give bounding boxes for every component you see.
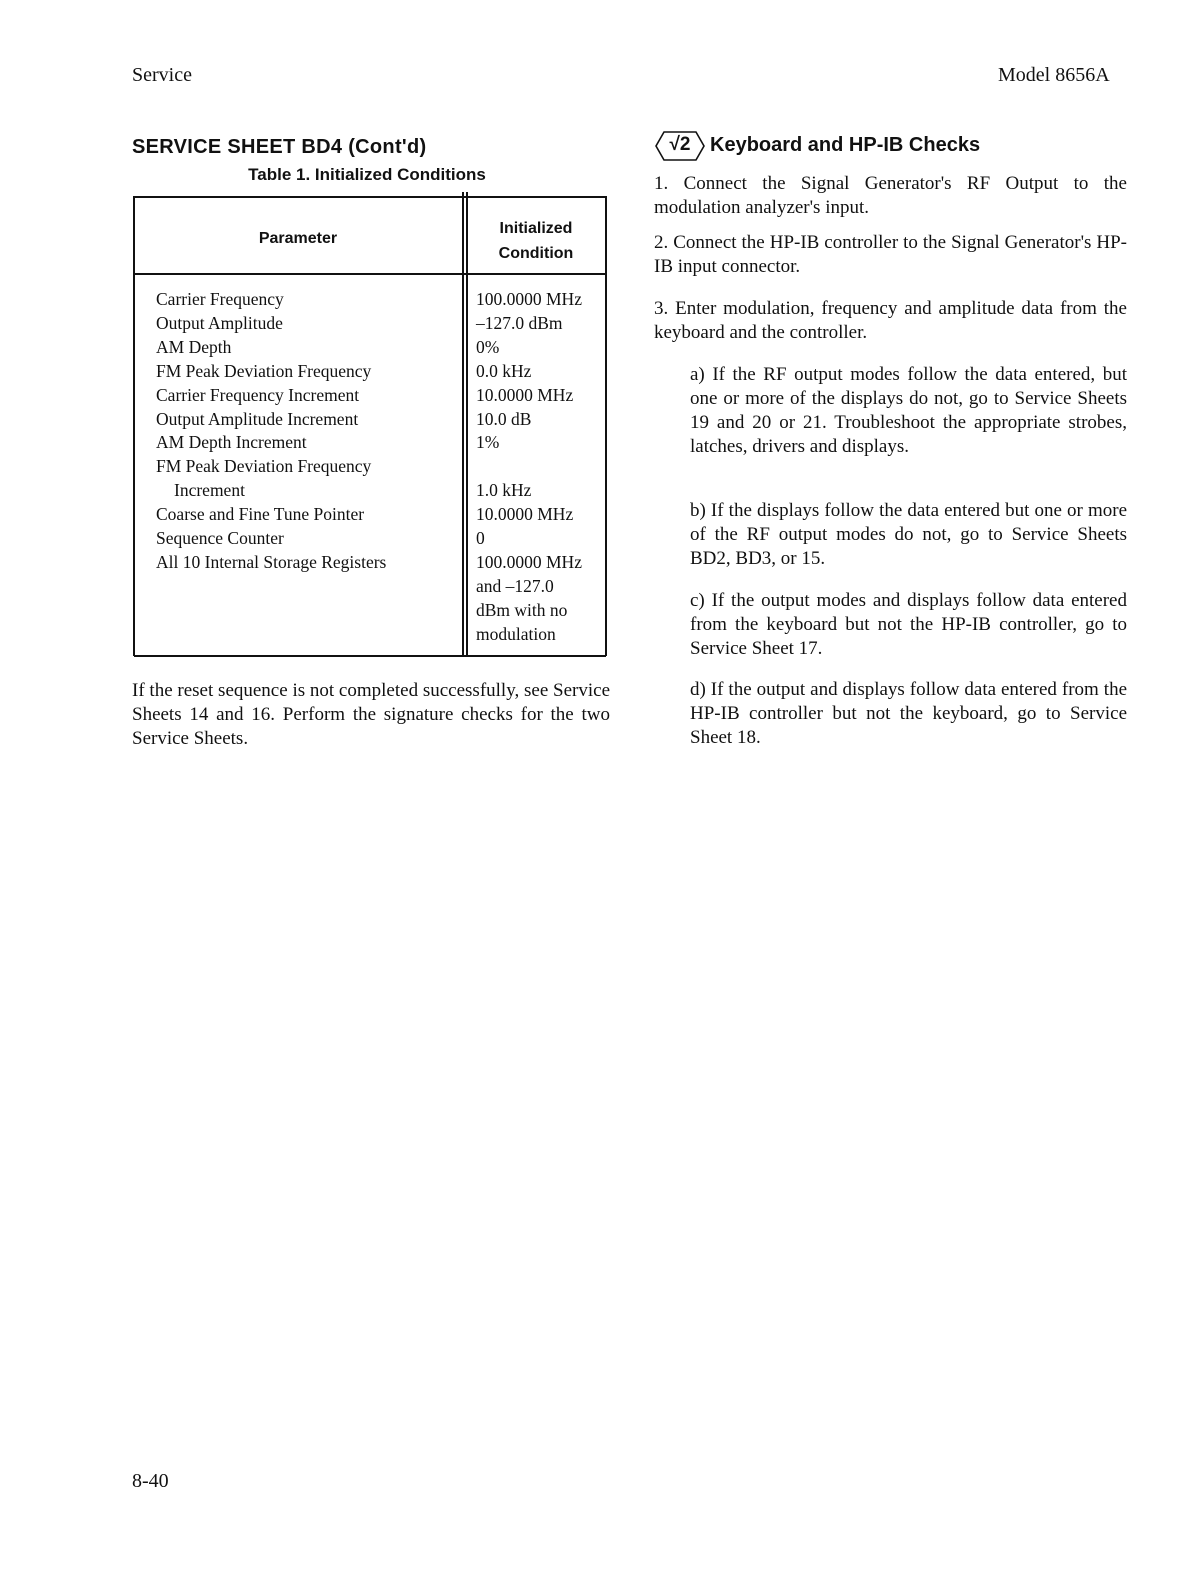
column-header-condition-line2: Condition (498, 245, 574, 262)
parameter-cell: Sequence Counter (156, 528, 284, 549)
condition-cell: 100.0000 MHz (476, 289, 582, 309)
condition-list (476, 288, 606, 647)
badge-label: √2 (669, 134, 691, 155)
sub-step-c: c) If the output modes and displays follow data entered from the keyboard but not the HP-IB controller, go to Service Sheet 17. (690, 590, 1127, 659)
parameter-cell: FM Peak Deviation Frequency (156, 456, 372, 477)
sub-step-b: b) If the displays follow the data entered but one or more of the RF output modes do not, go to Service Sheets BD2, BD3, or 15. (690, 500, 1127, 569)
checks-heading: Keyboard and HP-IB Checks (710, 134, 981, 156)
condition-cell: 10.0 dB (476, 408, 532, 429)
column-header-condition-line1: Initialized (499, 220, 573, 237)
table-bottom-rule (134, 655, 606, 657)
sub-step-d: d) If the output and displays follow data entered from the HP-IB controller but not the keyboard, go to Service Sheet 18. (690, 679, 1127, 748)
table-header-rule (134, 273, 606, 275)
condition-cell-empty (476, 455, 606, 479)
parameter-list (156, 288, 466, 575)
header-model-label: Model 8656A (998, 64, 1110, 86)
parameter-cell: AM Depth Increment (156, 432, 307, 453)
parameter-cell: AM Depth (156, 336, 232, 357)
check-number-badge (655, 131, 705, 161)
condition-cell: 1% (476, 432, 500, 453)
parameter-cell: Output Amplitude (156, 312, 283, 333)
condition-cell: –127.0 dBm (476, 312, 563, 333)
page-number: 8-40 (132, 1470, 169, 1492)
parameter-cell: Output Amplitude Increment (156, 408, 359, 429)
table-caption: Table 1. Initialized Conditions (248, 165, 486, 184)
step-2: 2. Connect the HP-IB controller to the Signal Generator's HP-IB input connector. (654, 232, 1127, 277)
parameter-cell: All 10 Internal Storage Registers (156, 551, 387, 572)
parameter-cell: FM Peak Deviation Frequency (156, 360, 372, 381)
condition-cell: modulation (476, 623, 556, 644)
table-left-border (133, 196, 135, 656)
condition-cell: dBm with no (476, 599, 568, 620)
table-top-rule (134, 196, 606, 198)
column-header-parameter: Parameter (258, 230, 338, 247)
parameter-cell-continued: Increment (174, 480, 245, 501)
condition-cell: 100.0000 MHz (476, 551, 582, 572)
parameter-cell: Carrier Frequency Increment (156, 384, 360, 405)
sub-step-a: a) If the RF output modes follow the data entered, but one or more of the displays do not, go to Service Sheets 19 and 20 or 21. Troubleshoot the appropriate strobes, latches, drivers and displays. (690, 364, 1127, 457)
reset-sequence-paragraph: If the reset sequence is not completed successfully, see Service Sheets 14 and 16. Perform the signature checks for the two Service Sheets. (132, 680, 610, 749)
condition-cell: 0.0 kHz (476, 360, 532, 381)
condition-cell: 0 (476, 528, 485, 549)
header-section-label: Service (132, 64, 192, 86)
condition-cell: 1.0 kHz (476, 480, 532, 501)
condition-cell: 10.0000 MHz (476, 504, 574, 525)
parameter-cell: Coarse and Fine Tune Pointer (156, 504, 365, 525)
condition-cell: 0% (476, 336, 500, 357)
condition-cell: and –127.0 (476, 575, 554, 596)
section-title: SERVICE SHEET BD4 (Cont'd) (132, 136, 427, 158)
step-1: 1. Connect the Signal Generator's RF Output to the modulation analyzer's input. (654, 173, 1127, 218)
condition-cell: 10.0000 MHz (476, 384, 574, 405)
step-3: 3. Enter modulation, frequency and amplitude data from the keyboard and the controller. (654, 298, 1127, 343)
parameter-cell: Carrier Frequency (156, 289, 284, 309)
column-header-condition (466, 216, 606, 266)
